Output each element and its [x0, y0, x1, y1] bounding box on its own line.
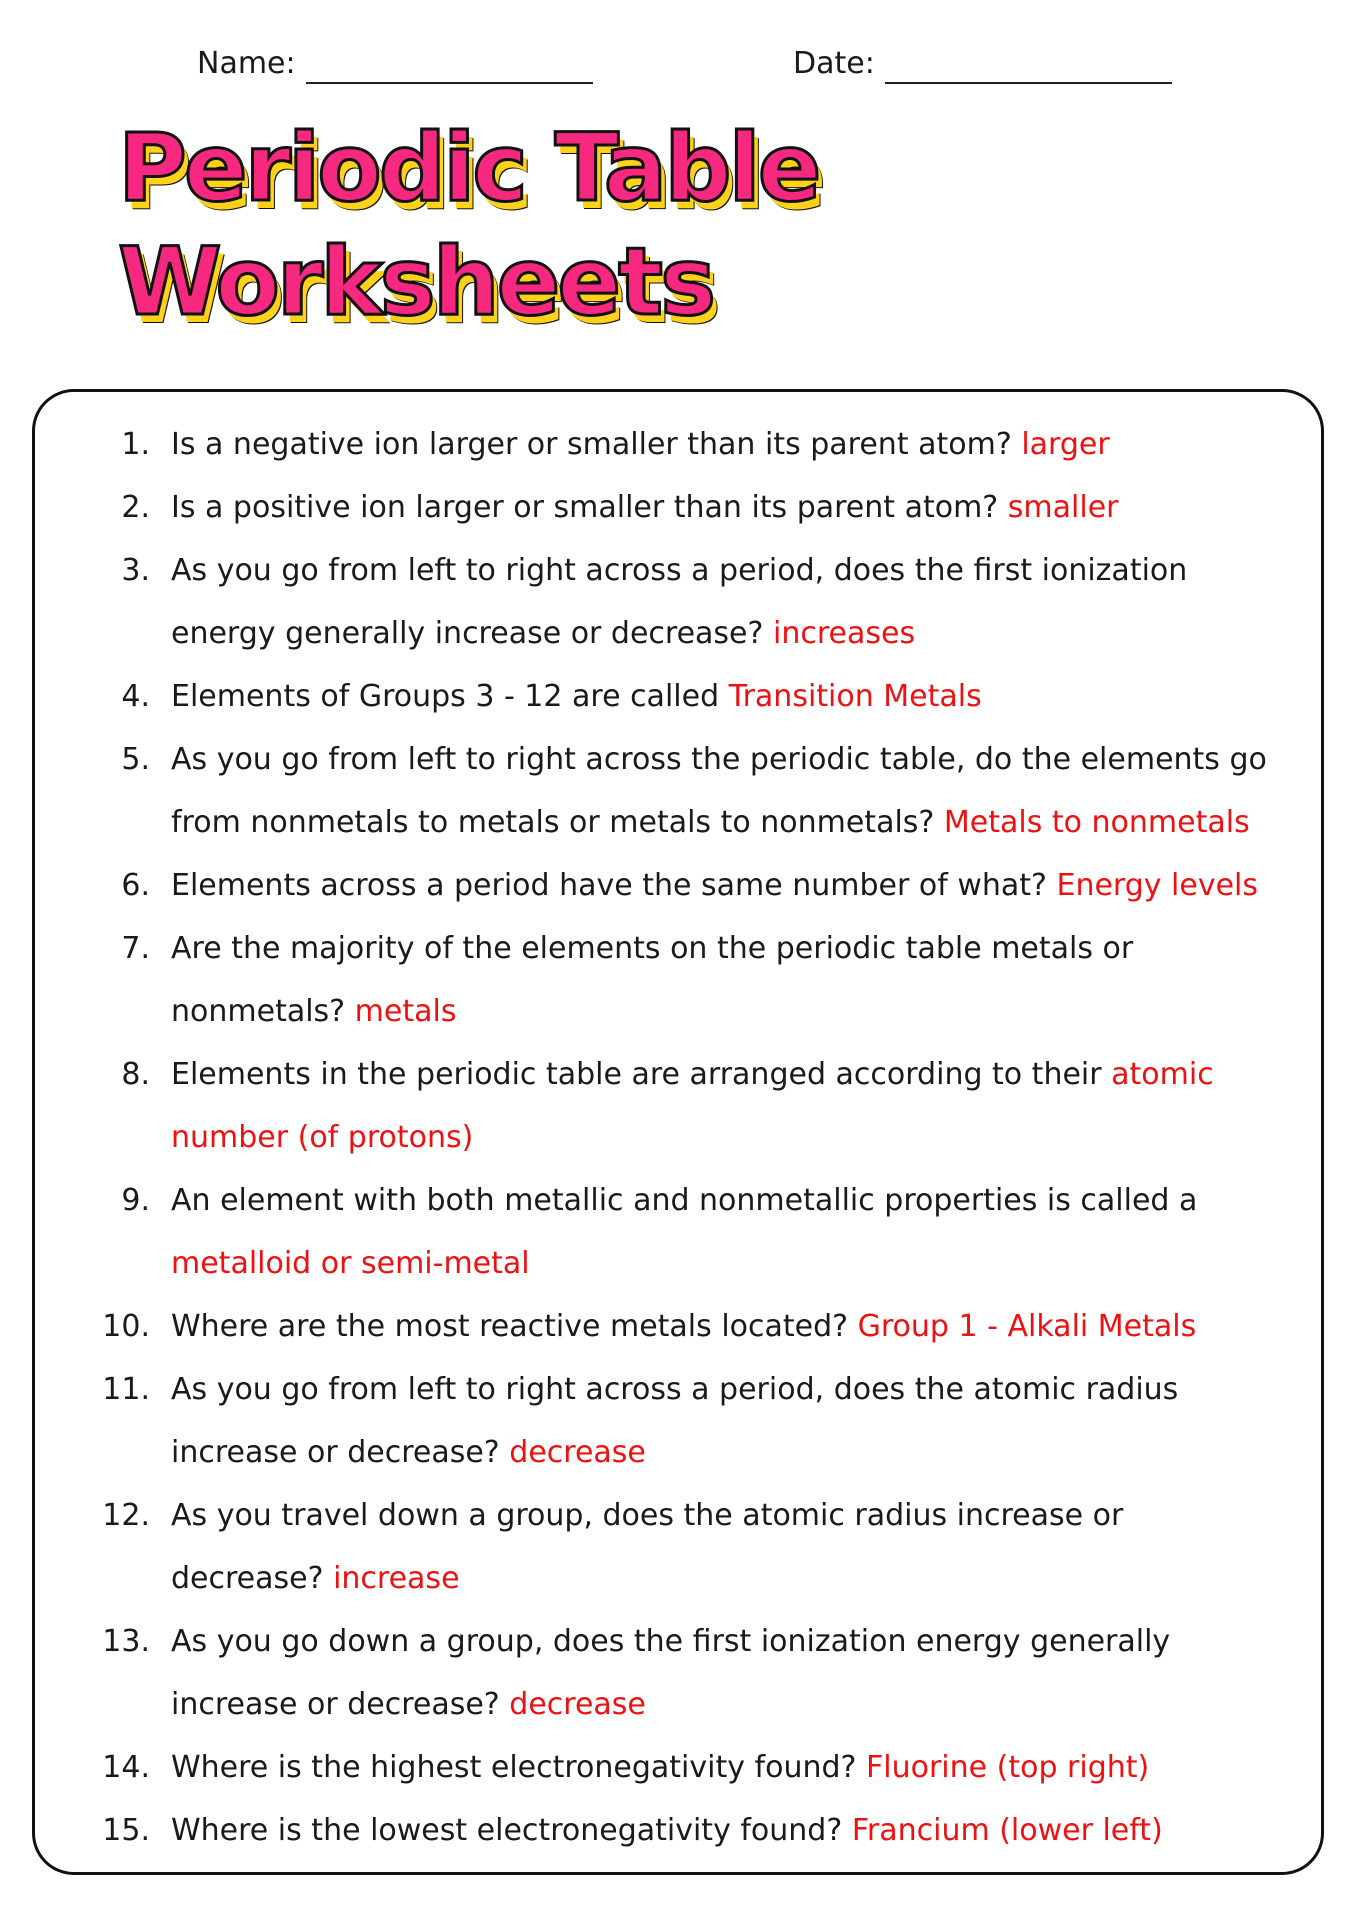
question-text: As you go from left to right across the periodic table, do the elements go from nonmetals to metals or metals to nonmetals? [171, 742, 1267, 840]
question-number: 3. [121, 553, 150, 588]
question-item [90, 1169, 1270, 1295]
question-text: Where are the most reactive metals located? [171, 1309, 849, 1344]
question-item [90, 917, 1270, 1043]
answer-text: metalloid or semi-metal [171, 1246, 530, 1281]
answer-text: Francium (lower left) [851, 1813, 1163, 1848]
question-text: Is a negative ion larger or smaller than its parent atom? [171, 427, 1012, 462]
page-title-line-2: Worksheets [118, 228, 714, 337]
question-text: Elements across a period have the same number of what? [171, 868, 1047, 903]
question-text: Are the majority of the elements on the periodic table metals or nonmetals? [171, 931, 1134, 1029]
question-item [90, 539, 1270, 665]
name-label: Name: [197, 46, 296, 81]
answer-text: Fluorine (top right) [866, 1750, 1150, 1785]
question-text: As you go down a group, does the first ionization energy generally increase or decrease? [171, 1624, 1171, 1722]
question-text: Where is the highest electronegativity found? [171, 1750, 857, 1785]
answer-text: Group 1 - Alkali Metals [857, 1309, 1197, 1344]
answer-text: metals [354, 994, 457, 1029]
question-item [90, 1484, 1270, 1610]
question-item [90, 1043, 1270, 1169]
answer-text: decrease [509, 1687, 646, 1722]
question-text-block [150, 1043, 1270, 1169]
answer-text: atomic number (of protons) [171, 1057, 1214, 1155]
question-item [90, 413, 1270, 476]
question-text-block [150, 1799, 1270, 1862]
question-text: Is a positive ion larger or smaller than its parent atom? [171, 490, 999, 525]
question-item [90, 476, 1270, 539]
question-list [90, 413, 1270, 1862]
question-text-block [150, 728, 1270, 854]
page-title [118, 112, 1018, 340]
question-text: Elements of Groups 3 - 12 are called [171, 679, 720, 714]
question-text-block [150, 539, 1270, 665]
question-text-block [150, 917, 1270, 1043]
question-text-block [150, 1610, 1270, 1736]
question-text-block [150, 1169, 1270, 1295]
question-text-block [150, 1295, 1270, 1358]
question-text-block [150, 854, 1270, 917]
question-text-block [150, 476, 1270, 539]
question-number: 6. [121, 868, 150, 903]
question-text: As you travel down a group, does the atomic radius increase or decrease? [171, 1498, 1124, 1596]
answer-text: increase [333, 1561, 460, 1596]
answer-text: Energy levels [1056, 868, 1259, 903]
question-text: Where is the lowest electronegativity found? [171, 1813, 843, 1848]
name-blank-line[interactable] [306, 50, 593, 84]
answer-text: decrease [509, 1435, 646, 1470]
question-item [90, 854, 1270, 917]
question-text: Elements in the periodic table are arranged according to their [171, 1057, 1102, 1092]
question-number: 4. [121, 679, 150, 714]
date-label: Date: [793, 46, 875, 81]
question-text: As you go from left to right across a period, does the first ionization energy generally increase or decrease? [171, 553, 1188, 651]
question-number: 13. [102, 1624, 150, 1659]
answer-text: smaller [1007, 490, 1119, 525]
question-number: 1. [121, 427, 150, 462]
question-item [90, 665, 1270, 728]
question-number: 12. [102, 1498, 150, 1533]
question-text: An element with both metallic and nonmetallic properties is called a [171, 1183, 1198, 1218]
page-title-line-1: Periodic Table [118, 114, 819, 223]
question-text-block [150, 1736, 1270, 1799]
question-item [90, 1799, 1270, 1862]
answer-text: increases [773, 616, 916, 651]
question-item [90, 728, 1270, 854]
question-item [90, 1295, 1270, 1358]
question-number: 2. [121, 490, 150, 525]
answer-text: larger [1021, 427, 1110, 462]
question-text-block [150, 665, 1270, 728]
question-number: 14. [102, 1750, 150, 1785]
date-blank-line[interactable] [885, 50, 1172, 84]
question-number: 10. [102, 1309, 150, 1344]
question-text-block [150, 1484, 1270, 1610]
question-number: 15. [102, 1813, 150, 1848]
question-item [90, 1358, 1270, 1484]
question-item [90, 1736, 1270, 1799]
question-number: 7. [121, 931, 150, 966]
date-field[interactable] [793, 44, 1172, 84]
question-number: 9. [121, 1183, 150, 1218]
question-number: 8. [121, 1057, 150, 1092]
question-number: 5. [121, 742, 150, 777]
question-item [90, 1610, 1270, 1736]
question-text-block [150, 1358, 1270, 1484]
name-field[interactable] [197, 44, 593, 84]
answer-text: Transition Metals [728, 679, 982, 714]
question-text-block [150, 413, 1270, 476]
answer-text: Metals to nonmetals [943, 805, 1250, 840]
question-text: As you go from left to right across a period, does the atomic radius increase or decrease? [171, 1372, 1179, 1470]
question-number: 11. [102, 1372, 150, 1407]
